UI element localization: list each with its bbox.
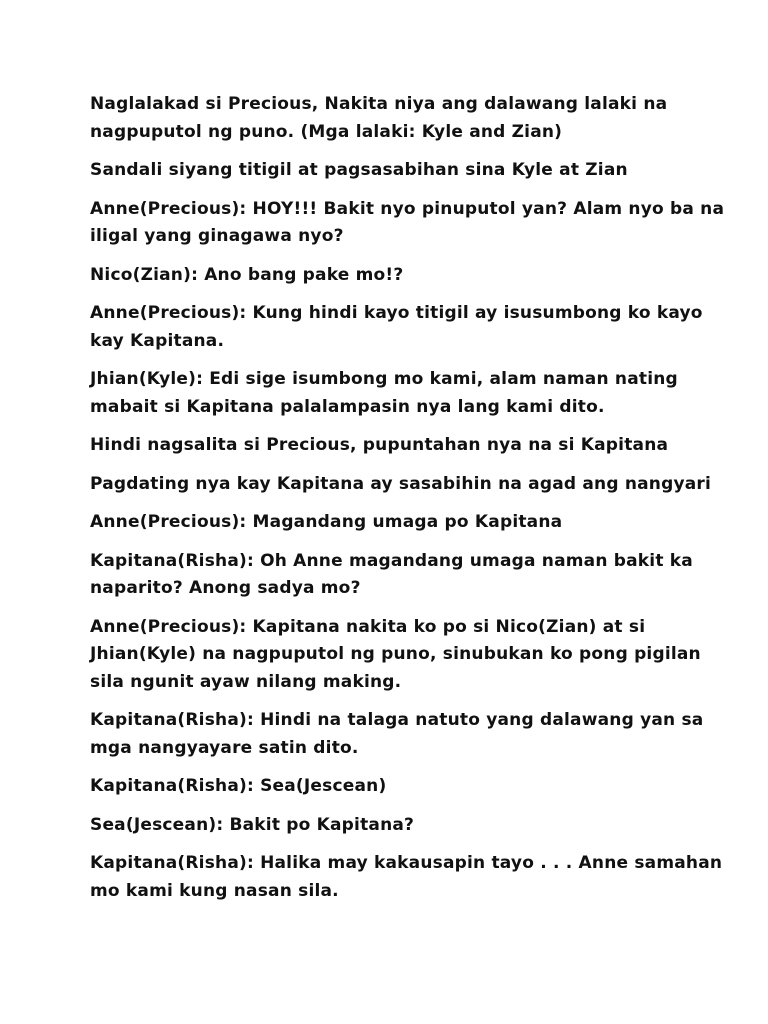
paragraph-dialogue-anne-1: Anne(Precious): HOY!!! Bakit nyo pinuputol yan? Alam nyo ba na iligal yang ginagawa nyo? (90, 198, 725, 246)
paragraph-narration-4: Pagdating nya kay Kapitana ay sasabihin na agad ang nangyari (90, 473, 712, 494)
paragraph-dialogue-anne-3: Anne(Precious): Magandang umaga po Kapitana (90, 512, 563, 532)
paragraph-narration-3: Hindi nagsalita si Precious, pupuntahan nya na si Kapitana (90, 435, 669, 455)
paragraph-dialogue-kapitana-1: Kapitana(Risha): Oh Anne magandang umaga naman bakit ka naparito? Anong sadya mo? (90, 550, 693, 598)
paragraph-dialogue-anne-2: Anne(Precious): Kung hindi kayo titigil ay isusumbong ko kayo kay Kapitana. (90, 303, 703, 351)
paragraph-narration-2: Sandali siyang titigil at pagsasabihan sina Kyle at Zian (90, 160, 628, 180)
paragraph-dialogue-kapitana-2: Kapitana(Risha): Hindi na talaga natuto yang dalawang yan sa mga nangyayare satin dito. (90, 710, 704, 758)
paragraph-narration-1: Naglalakad si Precious, Nakita niya ang dalawang lalaki na nagpuputol ng puno. (Mga lalaki: Kyle and Zian) (90, 94, 668, 142)
paragraph-dialogue-kapitana-3: Kapitana(Risha): Sea(Jescean) (90, 776, 387, 796)
paragraph-dialogue-nico-1: Nico(Zian): Ano bang pake mo!? (90, 264, 404, 285)
paragraph-dialogue-jhian-1: Jhian(Kyle): Edi sige isumbong mo kami, alam naman nating mabait si Kapitana palalampasin nya lang kami dito. (90, 369, 678, 417)
paragraph-dialogue-sea-1: Sea(Jescean): Bakit po Kapitana? (90, 814, 415, 835)
paragraph-dialogue-anne-4: Anne(Precious): Kapitana nakita ko po si Nico(Zian) at si Jhian(Kyle) na nagpuputol ng puno, sinubukan ko pong pigilan sila ngunit ayaw nilang making. (90, 616, 701, 692)
paragraph-dialogue-kapitana-4: Kapitana(Risha): Halika may kakausapin tayo . . . Anne samahan mo kami kung nasan sila. (90, 853, 723, 901)
document-page (90, 91, 730, 916)
